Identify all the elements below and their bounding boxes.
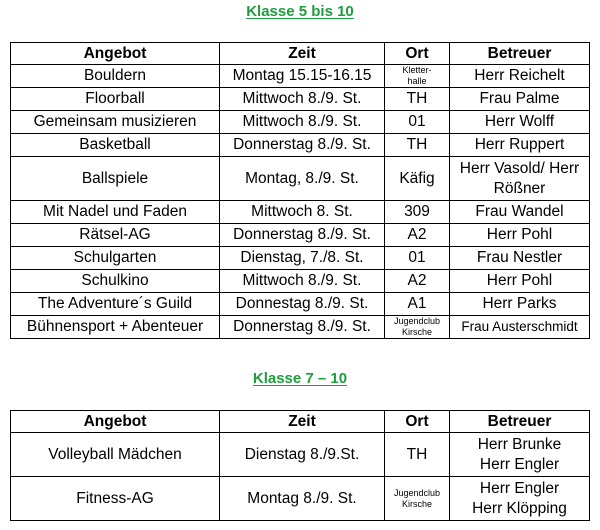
cell-angebot: Ballspiele [11, 157, 220, 201]
cell-betreuer [450, 433, 590, 477]
column-header-betreuer: Betreuer [450, 411, 590, 433]
cell-ort: A2 [385, 270, 450, 293]
table-row [11, 433, 590, 477]
cell-angebot: Mit Nadel und Faden [11, 201, 220, 224]
cell-zeit: Mittwoch 8./9. St. [220, 88, 385, 111]
column-header-zeit: Zeit [220, 43, 385, 65]
betreuer-line: Rößner [493, 179, 546, 197]
cell-zeit: Donnerstag 8./9. St. [220, 134, 385, 157]
cell-ort: TH [385, 134, 450, 157]
cell-zeit: Dienstag 8./9.St. [220, 433, 385, 477]
cell-ort: Kletter- halle [385, 65, 450, 88]
cell-ort [385, 477, 450, 521]
table-row [11, 247, 590, 270]
cell-betreuer [450, 477, 590, 521]
cell-betreuer: Herr Pohl [450, 270, 590, 293]
cell-zeit: Mittwoch 8./9. St. [220, 111, 385, 134]
table-row [11, 477, 590, 521]
betreuer-line: Herr Engler [479, 479, 560, 497]
column-header-angebot: Angebot [11, 411, 220, 433]
cell-angebot: Bouldern [11, 65, 220, 88]
cell-ort: TH [385, 433, 450, 477]
cell-angebot: Schulgarten [11, 247, 220, 270]
cell-angebot: Schulkino [11, 270, 220, 293]
cell-betreuer: Herr Parks [450, 293, 590, 316]
table-row [11, 111, 590, 134]
table-header-row [11, 411, 590, 433]
betreuer-line: Herr Engler [479, 455, 560, 473]
cell-ort: 309 [385, 201, 450, 224]
cell-betreuer: Herr Wolff [450, 111, 590, 134]
column-header-zeit: Zeit [220, 411, 385, 433]
cell-ort [385, 316, 450, 339]
cell-ort: 01 [385, 111, 450, 134]
cell-betreuer: Frau Nestler [450, 247, 590, 270]
cell-betreuer: Frau Austerschmidt [450, 316, 590, 339]
cell-zeit: Montag 8./9. St. [220, 477, 385, 521]
cell-betreuer [450, 157, 590, 201]
table-row [11, 316, 590, 339]
table-row [11, 270, 590, 293]
table-row [11, 65, 590, 88]
ort-line: Kirsche [401, 498, 432, 509]
ort-line: Jugendclub [393, 487, 441, 498]
column-header-angebot: Angebot [11, 43, 220, 65]
cell-ort: A1 [385, 293, 450, 316]
cell-zeit: Donnestag 8./9. St. [220, 293, 385, 316]
cell-ort: TH [385, 88, 450, 111]
cell-ort: 01 [385, 247, 450, 270]
cell-angebot: Volleyball Mädchen [11, 433, 220, 477]
table-row [11, 157, 590, 201]
section-heading-klasse-5-10: Klasse 5 bis 10 [246, 3, 354, 20]
column-header-ort: Ort [385, 411, 450, 433]
betreuer-line: Herr Klöpping [472, 499, 567, 517]
cell-zeit: Montag, 8./9. St. [220, 157, 385, 201]
column-header-ort: Ort [385, 43, 450, 65]
cell-angebot: Floorball [11, 88, 220, 111]
cell-zeit: Mittwoch 8./9. St. [220, 270, 385, 293]
cell-angebot: Rätsel-AG [11, 224, 220, 247]
table-row [11, 88, 590, 111]
cell-betreuer: Frau Palme [450, 88, 590, 111]
cell-ort: Käfig [385, 157, 450, 201]
table-row [11, 201, 590, 224]
column-header-betreuer: Betreuer [450, 43, 590, 65]
cell-angebot: Basketball [11, 134, 220, 157]
cell-angebot: Bühnensport + Abenteuer [11, 316, 220, 339]
table-header-row [11, 43, 590, 65]
betreuer-line: Herr Vasold/ Herr [459, 159, 580, 177]
cell-angebot: Gemeinsam musizieren [11, 111, 220, 134]
cell-zeit: Mittwoch 8. St. [220, 201, 385, 224]
cell-betreuer: Herr Ruppert [450, 134, 590, 157]
table-row [11, 224, 590, 247]
cell-betreuer: Herr Reichelt [450, 65, 590, 88]
cell-angebot: The Adventure´s Guild [11, 293, 220, 316]
cell-angebot: Fitness-AG [11, 477, 220, 521]
schedule-table-klasse-5-10 [10, 42, 590, 339]
cell-zeit: Donnerstag 8./9. St. [220, 316, 385, 339]
cell-zeit: Dienstag, 7./8. St. [220, 247, 385, 270]
cell-zeit: Donnerstag 8./9. St. [220, 224, 385, 247]
cell-betreuer: Herr Pohl [450, 224, 590, 247]
cell-betreuer: Frau Wandel [450, 201, 590, 224]
ort-line: Kirsche [401, 327, 432, 337]
cell-zeit: Montag 15.15-16.15 [220, 65, 385, 88]
schedule-table-klasse-7-10 [10, 410, 590, 521]
betreuer-line: Herr Brunke [477, 435, 562, 453]
table-row [11, 134, 590, 157]
cell-ort: A2 [385, 224, 450, 247]
ort-line: Jugendclub [393, 316, 441, 326]
section-heading-klasse-7-10: Klasse 7 – 10 [252, 370, 348, 387]
table-row [11, 293, 590, 316]
